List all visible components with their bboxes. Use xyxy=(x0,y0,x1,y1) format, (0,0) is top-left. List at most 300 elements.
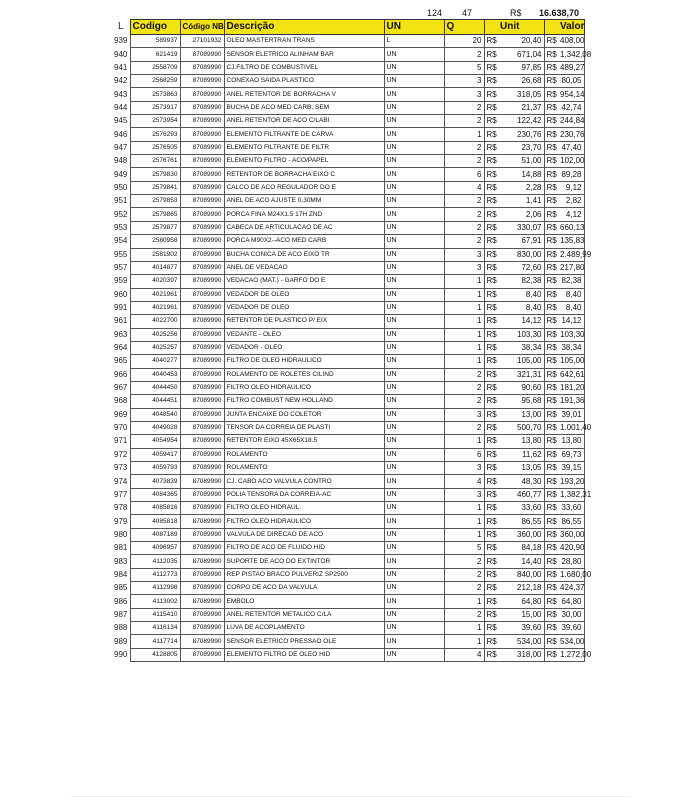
row-quantity: 1 xyxy=(444,595,484,608)
row-description: FILTRO OLEO HIDRAULICO xyxy=(224,381,384,394)
row-unit-currency: R$ xyxy=(484,568,498,581)
row-code: 2576505 xyxy=(130,141,180,154)
table-row xyxy=(112,608,584,621)
row-code: 4021961 xyxy=(130,288,180,301)
row-total-currency: R$ xyxy=(544,648,558,661)
row-unit-currency: R$ xyxy=(484,261,498,274)
row-quantity: 2 xyxy=(444,115,484,128)
row-line-number: 946 xyxy=(114,129,128,139)
table-row xyxy=(112,155,584,168)
row-total: 8,40 xyxy=(558,301,584,314)
row-quantity: 3 xyxy=(444,488,484,501)
row-unit-currency: R$ xyxy=(484,395,498,408)
row-unit-price: 72,60 xyxy=(498,261,544,274)
row-total: 642,61 xyxy=(558,368,584,381)
row-description: ANEL RETENTOR DE ACO C/LABI xyxy=(224,115,384,128)
row-unit-currency: R$ xyxy=(484,448,498,461)
row-unit-currency: R$ xyxy=(484,208,498,221)
row-unit-price: 13,80 xyxy=(498,435,544,448)
row-line-number: 984 xyxy=(114,569,128,579)
row-unit-price: 500,70 xyxy=(498,421,544,434)
row-total-currency: R$ xyxy=(544,421,558,434)
row-code: 2568259 xyxy=(130,75,180,88)
row-ncm: 87089990 xyxy=(180,88,224,101)
table-row xyxy=(112,408,584,421)
row-unit-type: UN xyxy=(384,75,444,88)
row-total: 69,73 xyxy=(558,448,584,461)
row-total: 30,00 xyxy=(558,608,584,621)
row-total: 408,00 xyxy=(558,35,584,48)
row-ncm: 87089990 xyxy=(180,328,224,341)
row-total: 105,00 xyxy=(558,355,584,368)
row-ncm: 87089990 xyxy=(180,368,224,381)
row-line-number: 961 xyxy=(114,316,128,326)
row-total-currency: R$ xyxy=(544,141,558,154)
row-ncm: 87089990 xyxy=(180,288,224,301)
row-code: 4115410 xyxy=(130,608,180,621)
row-ncm: 87089990 xyxy=(180,421,224,434)
row-ncm: 87089990 xyxy=(180,488,224,501)
row-description: FILTRO COMBUST NEW HOLLAND xyxy=(224,395,384,408)
row-unit-currency: R$ xyxy=(484,221,498,234)
row-quantity: 1 xyxy=(444,355,484,368)
row-quantity: 3 xyxy=(444,88,484,101)
row-unit-type: UN xyxy=(384,141,444,154)
row-unit-type: UN xyxy=(384,395,444,408)
row-description: CALCO DE ACO REGULADOR DO E xyxy=(224,181,384,194)
row-description: ANEL RETENTOR DE BORRACHA V xyxy=(224,88,384,101)
row-code: 2579865 xyxy=(130,208,180,221)
row-ncm: 87089990 xyxy=(180,128,224,141)
header-description: Descrição xyxy=(224,20,384,35)
row-unit-price: 105,00 xyxy=(498,355,544,368)
row-unit-price: 23,70 xyxy=(498,141,544,154)
row-unit-type: UN xyxy=(384,115,444,128)
row-quantity: 2 xyxy=(444,608,484,621)
table-row xyxy=(112,488,584,501)
row-total: 14,12 xyxy=(558,315,584,328)
total-quantity: 47 xyxy=(462,8,473,18)
row-total-currency: R$ xyxy=(544,622,558,635)
row-unit-type: UN xyxy=(384,315,444,328)
row-ncm: 87089990 xyxy=(180,315,224,328)
row-unit-currency: R$ xyxy=(484,408,498,421)
row-line-number: 967 xyxy=(114,383,128,393)
spreadsheet xyxy=(112,8,592,662)
row-description: RETENTOR DE PLASTICO P/ EIX xyxy=(224,315,384,328)
row-unit-price: 330,07 xyxy=(498,221,544,234)
row-total-currency: R$ xyxy=(544,555,558,568)
table-row xyxy=(112,208,584,221)
row-ncm: 87089990 xyxy=(180,408,224,421)
row-unit-type: UN xyxy=(384,622,444,635)
row-code: 2576761 xyxy=(130,155,180,168)
row-total-currency: R$ xyxy=(544,368,558,381)
row-unit-currency: R$ xyxy=(484,475,498,488)
row-ncm: 87089990 xyxy=(180,261,224,274)
row-ncm: 87089990 xyxy=(180,275,224,288)
row-unit-type: UN xyxy=(384,288,444,301)
header-un: UN xyxy=(384,20,444,35)
row-quantity: 2 xyxy=(444,381,484,394)
row-code: 4048540 xyxy=(130,408,180,421)
row-total: 89,28 xyxy=(558,168,584,181)
row-unit-currency: R$ xyxy=(484,155,498,168)
row-unit-type: UN xyxy=(384,261,444,274)
row-quantity: 3 xyxy=(444,462,484,475)
row-total-currency: R$ xyxy=(544,542,558,555)
table-row xyxy=(112,75,584,88)
row-total-currency: R$ xyxy=(544,168,558,181)
row-unit-currency: R$ xyxy=(484,622,498,635)
row-unit-type: UN xyxy=(384,408,444,421)
row-code: 4085818 xyxy=(130,515,180,528)
row-quantity: 2 xyxy=(444,101,484,114)
row-total-currency: R$ xyxy=(544,608,558,621)
row-description: SENSOR ELETRICO PRESSAO OLE xyxy=(224,635,384,648)
table-row xyxy=(112,542,584,555)
row-unit-type: UN xyxy=(384,301,444,314)
row-description: ROLAMENTO DE ROLETES CILIND xyxy=(224,368,384,381)
table-row xyxy=(112,181,584,194)
row-line-number: 965 xyxy=(114,356,128,366)
row-description: OLEO MASTERTRAN TRANS xyxy=(224,35,384,48)
row-line-number: 964 xyxy=(114,343,128,353)
row-unit-price: 2,28 xyxy=(498,181,544,194)
row-description: ANEL RETENTOR METALICO C/LA xyxy=(224,608,384,621)
row-unit-price: 39,60 xyxy=(498,622,544,635)
row-ncm: 87089990 xyxy=(180,582,224,595)
row-line-number: 977 xyxy=(114,489,128,499)
row-total: 2.489,99 xyxy=(558,248,584,261)
table-row xyxy=(112,475,584,488)
row-code: 4117714 xyxy=(130,635,180,648)
row-description: PORCA FINA M24X1.5 17H ZND xyxy=(224,208,384,221)
row-unit-price: 97,85 xyxy=(498,61,544,74)
row-unit-type: UN xyxy=(384,328,444,341)
row-line-number: 950 xyxy=(114,182,128,192)
row-unit-price: 11,62 xyxy=(498,448,544,461)
row-code: 4014877 xyxy=(130,261,180,274)
table-row xyxy=(112,355,584,368)
table-row xyxy=(112,528,584,541)
row-ncm: 87089990 xyxy=(180,462,224,475)
row-code: 4040453 xyxy=(130,368,180,381)
row-unit-currency: R$ xyxy=(484,328,498,341)
row-unit-currency: R$ xyxy=(484,128,498,141)
row-unit-currency: R$ xyxy=(484,141,498,154)
row-unit-type: UN xyxy=(384,421,444,434)
table-row xyxy=(112,368,584,381)
row-unit-type: UN xyxy=(384,61,444,74)
row-code: 4112998 xyxy=(130,582,180,595)
row-total-currency: R$ xyxy=(544,475,558,488)
row-total-currency: R$ xyxy=(544,315,558,328)
row-total-currency: R$ xyxy=(544,61,558,74)
row-line-number: 955 xyxy=(114,249,128,259)
row-unit-currency: R$ xyxy=(484,595,498,608)
row-line-number: 987 xyxy=(114,609,128,619)
row-quantity: 6 xyxy=(444,448,484,461)
row-code: 2579853 xyxy=(130,195,180,208)
row-line-number: 969 xyxy=(114,409,128,419)
row-line-number: 970 xyxy=(114,423,128,433)
row-quantity: 2 xyxy=(444,235,484,248)
row-unit-currency: R$ xyxy=(484,301,498,314)
row-ncm: 87089990 xyxy=(180,435,224,448)
table-row xyxy=(112,61,584,74)
row-quantity: 1 xyxy=(444,341,484,354)
row-total: 39,60 xyxy=(558,622,584,635)
row-ncm: 87089990 xyxy=(180,568,224,581)
row-quantity: 1 xyxy=(444,528,484,541)
row-unit-currency: R$ xyxy=(484,115,498,128)
row-code: 4044450 xyxy=(130,381,180,394)
row-quantity: 2 xyxy=(444,555,484,568)
row-unit-currency: R$ xyxy=(484,195,498,208)
row-unit-type: UN xyxy=(384,235,444,248)
table-row xyxy=(112,315,584,328)
row-quantity: 1 xyxy=(444,635,484,648)
row-total: 13,80 xyxy=(558,435,584,448)
row-description: FILTRO DE OLEO HIDRAULICO xyxy=(224,355,384,368)
row-total-currency: R$ xyxy=(544,515,558,528)
row-unit-currency: R$ xyxy=(484,582,498,595)
row-line-number: 952 xyxy=(114,209,128,219)
row-total: 80,05 xyxy=(558,75,584,88)
totals-bar xyxy=(112,8,584,19)
row-total-currency: R$ xyxy=(544,448,558,461)
row-line-number: 979 xyxy=(114,516,128,526)
row-unit-currency: R$ xyxy=(484,435,498,448)
row-ncm: 27101932 xyxy=(180,35,224,48)
row-quantity: 5 xyxy=(444,542,484,555)
row-line-number: 974 xyxy=(114,476,128,486)
row-total: 1.272,00 xyxy=(558,648,584,661)
row-description: VEDADOR DE OLEO xyxy=(224,301,384,314)
row-code: 4054954 xyxy=(130,435,180,448)
row-total: 1.001,40 xyxy=(558,421,584,434)
row-total: 489,27 xyxy=(558,61,584,74)
row-unit-type: UN xyxy=(384,248,444,261)
row-description: VEDACAO (MAT.) - GARFO DO E xyxy=(224,275,384,288)
table-row xyxy=(112,622,584,635)
row-total-currency: R$ xyxy=(544,75,558,88)
row-total-currency: R$ xyxy=(544,288,558,301)
row-unit-currency: R$ xyxy=(484,181,498,194)
table-row xyxy=(112,515,584,528)
row-quantity: 2 xyxy=(444,141,484,154)
row-code: 2576293 xyxy=(130,128,180,141)
row-code: 4021961 xyxy=(130,301,180,314)
row-unit-price: 671,04 xyxy=(498,48,544,61)
table-row xyxy=(112,555,584,568)
row-line-number: 949 xyxy=(114,169,128,179)
row-total: 39,01 xyxy=(558,408,584,421)
row-quantity: 1 xyxy=(444,288,484,301)
row-description: CJ.FILTRO DE COMBUSTIVEL xyxy=(224,61,384,74)
row-unit-type: UN xyxy=(384,368,444,381)
row-total: 1.382,31 xyxy=(558,488,584,501)
row-quantity: 2 xyxy=(444,195,484,208)
row-line-number: 957 xyxy=(114,263,128,273)
row-quantity: 2 xyxy=(444,208,484,221)
row-code: 4059417 xyxy=(130,448,180,461)
row-unit-type: L xyxy=(384,35,444,48)
row-total: 424,37 xyxy=(558,582,584,595)
row-unit-currency: R$ xyxy=(484,608,498,621)
row-description: BUCHA CONICA DE ACO EIXO TR xyxy=(224,248,384,261)
row-total: 2,82 xyxy=(558,195,584,208)
row-unit-price: 26,68 xyxy=(498,75,544,88)
row-unit-currency: R$ xyxy=(484,381,498,394)
row-line-number: 959 xyxy=(114,276,128,286)
row-code: 2579841 xyxy=(130,181,180,194)
row-unit-price: 90,60 xyxy=(498,381,544,394)
row-total: 1.342,08 xyxy=(558,48,584,61)
row-code: 4112035 xyxy=(130,555,180,568)
row-total-currency: R$ xyxy=(544,48,558,61)
total-currency: R$ xyxy=(510,8,522,18)
row-quantity: 1 xyxy=(444,315,484,328)
row-line-number: 989 xyxy=(114,636,128,646)
row-code: 4085816 xyxy=(130,502,180,515)
row-unit-type: UN xyxy=(384,181,444,194)
row-line-number: 971 xyxy=(114,436,128,446)
row-ncm: 87089990 xyxy=(180,395,224,408)
row-unit-price: 38,34 xyxy=(498,341,544,354)
row-description: ANEL DE ACO AJUSTE 0,30MM xyxy=(224,195,384,208)
row-line-number: 953 xyxy=(114,222,128,232)
header-unit: Unit xyxy=(498,20,544,35)
row-total: 33,60 xyxy=(558,502,584,515)
row-unit-currency: R$ xyxy=(484,355,498,368)
row-unit-price: 67,91 xyxy=(498,235,544,248)
row-quantity: 1 xyxy=(444,301,484,314)
row-unit-price: 318,05 xyxy=(498,88,544,101)
row-unit-price: 318,00 xyxy=(498,648,544,661)
row-unit-currency: R$ xyxy=(484,502,498,515)
row-quantity: 2 xyxy=(444,221,484,234)
table-row xyxy=(112,288,584,301)
row-unit-type: UN xyxy=(384,542,444,555)
row-unit-price: 840,00 xyxy=(498,568,544,581)
table-row xyxy=(112,301,584,314)
row-unit-type: UN xyxy=(384,502,444,515)
row-unit-price: 13,00 xyxy=(498,408,544,421)
row-quantity: 3 xyxy=(444,408,484,421)
row-quantity: 1 xyxy=(444,622,484,635)
row-line-number: 981 xyxy=(114,543,128,553)
row-ncm: 87089990 xyxy=(180,48,224,61)
row-ncm: 87089990 xyxy=(180,542,224,555)
table-row xyxy=(112,648,584,661)
row-line-number: 990 xyxy=(114,649,128,659)
row-total-currency: R$ xyxy=(544,88,558,101)
row-unit-currency: R$ xyxy=(484,288,498,301)
header-code: Codigo xyxy=(130,20,180,35)
row-description: VEDANTE - OLEO xyxy=(224,328,384,341)
row-description: JUNTA ENCAIXE DO COLETOR xyxy=(224,408,384,421)
table-row xyxy=(112,328,584,341)
row-total-currency: R$ xyxy=(544,462,558,475)
row-total: 28,80 xyxy=(558,555,584,568)
row-unit-price: 212,18 xyxy=(498,582,544,595)
row-quantity: 1 xyxy=(444,328,484,341)
row-description: VEDADOR DE OLEO xyxy=(224,288,384,301)
row-unit-price: 360,00 xyxy=(498,528,544,541)
row-code: 2573917 xyxy=(130,101,180,114)
row-unit-price: 103,30 xyxy=(498,328,544,341)
row-unit-type: UN xyxy=(384,475,444,488)
row-total-currency: R$ xyxy=(544,582,558,595)
row-quantity: 4 xyxy=(444,648,484,661)
row-ncm: 87089990 xyxy=(180,301,224,314)
row-total: 230,76 xyxy=(558,128,584,141)
row-code: 4084365 xyxy=(130,488,180,501)
row-total: 660,13 xyxy=(558,221,584,234)
row-description: FILTRO DE ACO DE FLUIDO HID xyxy=(224,542,384,555)
row-ncm: 87089990 xyxy=(180,155,224,168)
row-total-currency: R$ xyxy=(544,235,558,248)
row-unit-currency: R$ xyxy=(484,421,498,434)
row-ncm: 87089990 xyxy=(180,181,224,194)
row-line-number: 966 xyxy=(114,369,128,379)
row-line-number: 947 xyxy=(114,142,128,152)
row-code: 4112773 xyxy=(130,568,180,581)
row-ncm: 87089990 xyxy=(180,515,224,528)
row-unit-currency: R$ xyxy=(484,635,498,648)
table-row xyxy=(112,168,584,181)
table-row xyxy=(112,195,584,208)
row-ncm: 87089990 xyxy=(180,502,224,515)
row-unit-price: 321,31 xyxy=(498,368,544,381)
row-code: 4025256 xyxy=(130,328,180,341)
row-total: 64,80 xyxy=(558,595,584,608)
row-quantity: 6 xyxy=(444,168,484,181)
row-unit-type: UN xyxy=(384,648,444,661)
row-ncm: 87089990 xyxy=(180,235,224,248)
row-description: ROLAMENTO xyxy=(224,448,384,461)
row-unit-type: UN xyxy=(384,221,444,234)
row-unit-price: 21,37 xyxy=(498,101,544,114)
table-row xyxy=(112,421,584,434)
row-total-currency: R$ xyxy=(544,488,558,501)
row-unit-price: 51,00 xyxy=(498,155,544,168)
row-total: 244,84 xyxy=(558,115,584,128)
row-ncm: 87089990 xyxy=(180,208,224,221)
row-total-currency: R$ xyxy=(544,115,558,128)
row-unit-currency: R$ xyxy=(484,101,498,114)
row-total: 181,20 xyxy=(558,381,584,394)
row-unit-price: 8,40 xyxy=(498,288,544,301)
row-unit-currency: R$ xyxy=(484,275,498,288)
table-row xyxy=(112,221,584,234)
row-total-currency: R$ xyxy=(544,275,558,288)
row-unit-type: UN xyxy=(384,635,444,648)
row-total: 82,38 xyxy=(558,275,584,288)
row-unit-type: UN xyxy=(384,582,444,595)
row-code: 4059793 xyxy=(130,462,180,475)
row-unit-currency: R$ xyxy=(484,462,498,475)
row-quantity: 2 xyxy=(444,48,484,61)
row-unit-price: 460,77 xyxy=(498,488,544,501)
row-description: BUCHA DE ACO MED CARB, SEM xyxy=(224,101,384,114)
row-unit-price: 33,60 xyxy=(498,502,544,515)
row-line-number: 960 xyxy=(114,289,128,299)
row-description: CONEXAO SAIDA PLASTICO xyxy=(224,75,384,88)
row-unit-price: 2,06 xyxy=(498,208,544,221)
